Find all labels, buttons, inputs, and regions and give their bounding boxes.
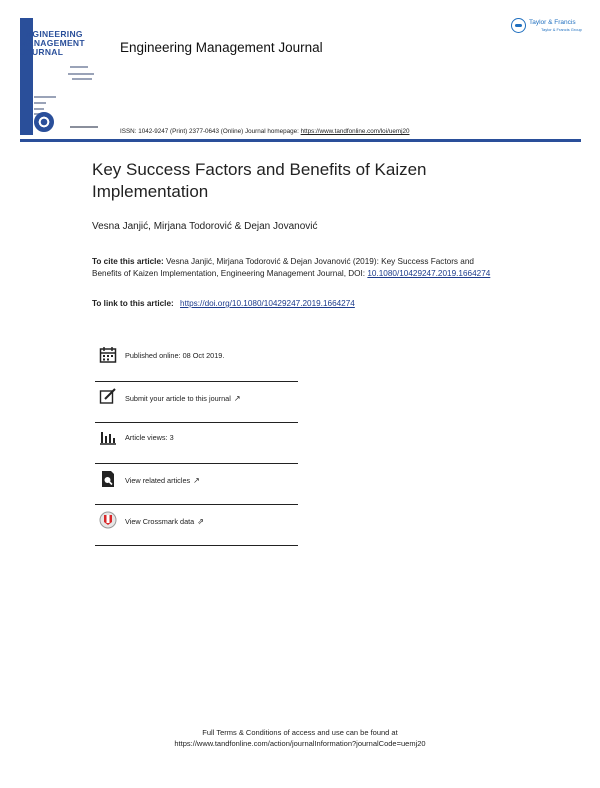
footer-terms-text: Full Terms & Conditions of access and use can be found at — [202, 728, 398, 737]
cover-title-line-3: JOURNAL — [20, 47, 64, 57]
citation-text: Vesna Janjić, Mirjana Todorović & Dejan Jovanović (2019): Key Success Factors and Benefits of Kaizen Implementation, Engineering Management Journal, DOI: — [92, 257, 474, 278]
journal-homepage-link[interactable]: https://www.tandfonline.com/loi/uemj20 — [300, 128, 410, 135]
crossmark-row[interactable] — [95, 505, 298, 546]
publisher-name: Taylor & Francis — [529, 19, 576, 26]
published-date-text: Published online: 08 Oct 2019. — [125, 351, 225, 360]
article-views-text: Article views: 3 — [125, 433, 174, 442]
citation-doi-link[interactable]: 10.1080/10429247.2019.1664274 — [367, 269, 491, 278]
cover-title-line-2: MANAGEMENT — [20, 38, 85, 48]
cover-text-line — [34, 102, 46, 104]
calendar-icon — [99, 346, 117, 364]
cover-text-line — [72, 78, 92, 80]
related-articles-label: View related articles — [125, 476, 191, 485]
related-articles-row[interactable] — [95, 464, 298, 505]
issn-text: ISSN: 1042-9247 (Print) 2377-0643 (Online) Journal homepage: — [120, 128, 299, 135]
publisher-logo[interactable] — [511, 18, 581, 34]
cover-publisher-mark — [70, 126, 98, 128]
external-link-icon: ↗ — [193, 476, 200, 485]
issn-line — [120, 128, 409, 135]
article-link-label: To link to this article: — [92, 299, 174, 308]
footer — [0, 727, 600, 749]
journal-title[interactable]: Engineering Management Journal — [120, 40, 323, 55]
article-link-url[interactable]: https://doi.org/10.1080/10429247.2019.1664274 — [180, 299, 355, 308]
submit-article-row[interactable] — [95, 382, 298, 423]
submit-article-label: Submit your article to this journal — [125, 394, 231, 403]
article-title: Key Success Factors and Benefits of Kaizen Implementation — [92, 160, 427, 201]
article-link-block — [92, 299, 355, 308]
external-link-icon: ↗ — [233, 394, 241, 403]
cover-title-line-1: ENGINEERING — [20, 29, 83, 39]
cover-text-line — [34, 108, 44, 110]
publisher-group-name: Taylor & Francis Group — [541, 27, 582, 32]
article-views-row — [95, 423, 298, 464]
crossmark-link[interactable] — [125, 517, 204, 526]
citation-block — [92, 256, 502, 280]
crossmark-label: View Crossmark data — [125, 517, 195, 526]
edit-icon — [99, 387, 117, 405]
cover-title — [20, 30, 85, 57]
submit-article-link[interactable] — [125, 394, 241, 403]
published-row — [95, 341, 298, 382]
publisher-logo-icon — [511, 18, 526, 33]
cover-text-line — [34, 96, 56, 98]
related-articles-link[interactable] — [125, 476, 200, 485]
article-authors: Vesna Janjić, Mirjana Todorović & Dejan Jovanović — [92, 221, 318, 232]
cover-text-line — [68, 73, 94, 75]
cover-seal-icon — [34, 112, 54, 132]
citation-label: To cite this article: — [92, 257, 164, 266]
journal-cover[interactable] — [20, 18, 108, 135]
crossmark-icon — [99, 511, 117, 529]
external-link-icon: ⇗ — [197, 517, 204, 526]
cover-text-line — [70, 66, 88, 68]
bar-chart-icon — [99, 428, 117, 446]
header-divider — [20, 139, 581, 142]
search-document-icon — [99, 470, 117, 488]
footer-terms-url[interactable]: https://www.tandfonline.com/action/journalInformation?journalCode=uemj20 — [174, 739, 426, 748]
